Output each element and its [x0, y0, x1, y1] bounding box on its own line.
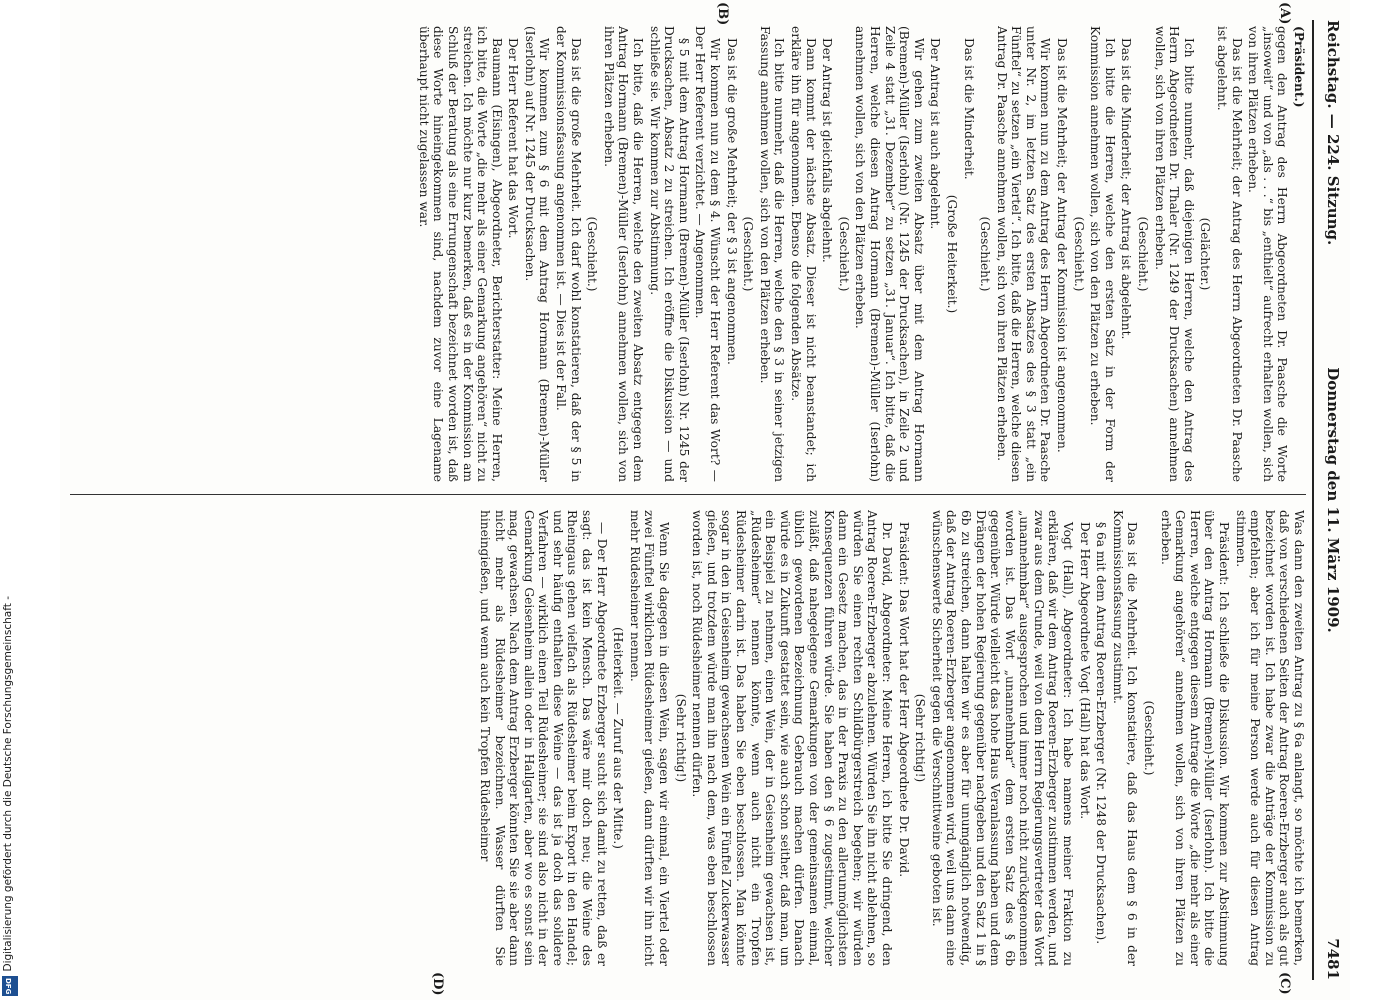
page-number: 7481 [1324, 938, 1342, 980]
margin-mark-b: (B) [715, 2, 730, 26]
paragraph: Ich bitte nunmehr, daß die Herren, welche den § 3 in seiner jetzigen Fassung annehmen wollen, sich von den Plätzen erheben. [757, 26, 787, 482]
paragraph: § 6a mit dem Antrag Roeren-Erzberger (Nr. 1248 der Drucksachen). [1094, 522, 1109, 945]
paragraph: (Geschieht.) [978, 216, 993, 292]
paragraph: (Geschieht.) [836, 216, 851, 292]
paragraph: Ich bitte, daß die Herren, welche den zweiten Absatz entgegen dem Antrag Hormann (Bremen)-Müller (Iserlohn) annehmen wollen, sich von ihren Plätzen erheben. [601, 26, 646, 482]
margin-mark-c: (C) [1277, 972, 1292, 995]
paragraph: Das ist die Minderheit; der Antrag ist abgelehnt. [1119, 38, 1134, 340]
right-column [70, 510, 1306, 966]
paragraph: Präsident: Ich schließe die Diskussion. Wir kommen zur Abstimmung über den Antrag Hormann (Bremen)-Müller (Iserlohn). Ich bitte die Herren, welche entgegen diesem Antrage die Worte „die mehr als einer Gemarkung angehören“ annehmen wollen, sich von ihren Plätzen zu erheben. [1158, 510, 1232, 966]
margin-mark-a: (A) [1277, 2, 1292, 25]
paragraph: Ich bitte nunmehr, daß diejenigen Herren, welche den Antrag des Herrn Abgeordneten Dr. Thaler (Nr. 1249 der Drucksachen) annehmen wollen, sich von ihren Plätzen erheben. [1152, 26, 1196, 482]
paragraph: Wenn Sie dagegen in diesen Wein, sagen wir einmal, ein Viertel oder zwei Fünftel wirklichen Rüdesheimer gießen, dann dürften wir ihn nicht mehr Rüdesheimer nennen. [627, 510, 672, 966]
paragraph: Der Antrag ist auch abgelehnt. [928, 38, 943, 230]
paragraph: Der Herr Abgeordnete Vogt (Hall) hat das Wort. [1077, 522, 1092, 820]
paragraph: Das ist die Mehrheit; der Antrag der Kommission ist angenommen. [1055, 38, 1070, 453]
paragraph: Wir kommen zum § 6 mit dem Antrag Hormann (Bremen)-Müller (Iserlohn) auf Nr. 1245 der Drucksachen. [522, 26, 552, 482]
dfg-logo: DFG [2, 976, 18, 996]
paragraph: Das ist die große Mehrheit; der § 3 ist angenommen. [724, 38, 739, 365]
header-left: Reichstag. — 224. Sitzung. [1324, 20, 1342, 246]
paragraph: (Geschieht.) [1142, 700, 1157, 776]
paragraph: Das ist die Minderheit. [961, 38, 976, 180]
paragraph: Ich bitte die Herren, welche den ersten Satz in der Form der Kommission annehmen wollen, sich von den Plätzen zu erheben. [1088, 26, 1117, 482]
paragraph: Baumann (Eisingen), Abgeordneter, Berichterstatter: Meine Herren, ich bitte, die Worte „die mehr als einer Gemarkung angehören“ nicht zu streichen. Ich möchte nur kurz bemerken, daß es in der Kommission am Schluß der Beratung als eine Errungenschaft bezeichnet worden ist, daß diese Worte hineingekommen sind, nachdem zuvor eine Lagename überhaupt nicht zugelassen war. [416, 26, 504, 482]
footer-text: Digitalisierung gefördert durch die Deutsche Forschungsgemeinschaft - [2, 596, 14, 972]
paragraph: — Der Herr Abgeordnete Erzberger sucht sich damit zu retten, daß er sagt: das ist kein Mensch. Das wäre mir doch neu; die Weine des Rheingaus gehen vielfach als Rüdesheimer beim Export in den Handel; und sehr häufig enthalten diese Weine — das ist ja doch das solidere Verfahren — wirklich einen Teil Rüdesheimer; sie sind also nicht in der Gemarkung Geisenheim allein oder in Hallgarten, aber wo es sonst sein mag, gewachsen. Nach dem Antrag Erzberger könnten Sie sie aber dann nicht mehr als Rüdesheimer bezeichnen. Wasser dürften Sie hineingießen, und wenn auch kein Tropfen Rüdesheimer [477, 510, 609, 966]
paragraph: (Geschieht.) [1136, 216, 1151, 292]
paragraph: Der Antrag ist gleichfalls abgelehnt. [820, 38, 835, 263]
paragraph: Das ist die Mehrheit. Ich konstatiere, daß das Haus dem § 6 in der Kommissionsfassung zustimmt. [1110, 510, 1140, 966]
header-center: Donnerstag den 11. März 1909. [1324, 367, 1342, 633]
left-column [70, 26, 1306, 482]
paragraph: Präsident: Das Wort hat der Herr Abgeordnete Dr. David. [896, 522, 911, 878]
paragraph: § 5 mit dem Antrag Hormann (Bremen)-Müller (Iserlohn) Nr. 1245 der Drucksachen, Absatz 2 zu streichen. Ich eröffne die Diskussion — und schließe sie. Wir kommen zur Abstimmung. [647, 26, 691, 482]
paragraph: Der Herr Referent hat das Wort. [506, 38, 521, 239]
footer [2, 576, 20, 996]
paragraph: Dr. David, Abgeordneter: Meine Herren, ich bitte Sie dringend, den Antrag Roeren-Erzberger abzulehnen. Würden Sie ihn nicht ablehnen, so würden Sie einen rechten Schildbürgerstreich begehen; wir würden dann ein Gesetz machen, das in der Praxis zu den allerunmöglichsten Konsequenzen führen würde. Sie haben den § 6 zugestimmt, welcher zuläßt, daß nahegelegene Gemarkungen von der gemeinsamen einmal, üblich gewordenen Bezeichnung Gebrauch machen dürfen. Danach würde es in Zukunft gestattet sein, wie auch schon seither, daß man, um ein Beispiel zu nehmen, einen Wein, der in Geisenheim gewachsen ist, „Rüdesheimer“ nennen könnte, wenn auch nicht ein Tropfen Rüdesheimer darin ist. Das haben Sie eben beschlossen. Man könnte sogar in den in Geisenheim gewachsenen Wein ein Fünftel Zuckerwasser gießen, und trotzdem würde man ihn nach dem, was eben beschlossen worden ist, noch Rüdesheimer nennen dürfen. [690, 510, 894, 966]
paragraph: (Gelächter.) [1198, 217, 1213, 291]
column-rule [70, 494, 1306, 495]
paragraph: Was dann den zweiten Antrag zu § 6a anlangt, so möchte ich bemerken, daß von verschiedenen Seiten der Antrag Roeren-Erzberger auch als gut bezeichnet worden ist. Ich habe zwar die Anträge der Kommission zu empfehlen; aber ich für meine Person werde auch für diesen Antrag stimmen. [1233, 510, 1306, 966]
paragraph: (Geschieht.) [1071, 216, 1086, 292]
paragraph: Das ist die große Mehrheit. Ich darf wohl konstatieren, daß der § 5 in der Kommissionsfassung angenommen ist. — Dies ist der Fall. [554, 26, 583, 482]
paragraph: Wir gehen zum zweiten Absatz über mit dem Antrag Hormann (Bremen)-Müller (Iserlohn) (Nr. 1245 der Drucksachen), in Zeile 2 und Zeile 4 statt „31. Dezember“ zu setzen „31. Januar“. Ich bitte, daß die Herren, welche diesen Antrag Hormann (Bremen)-Müller (Iserlohn) annehmen wollen, sich von den Plätzen erheben. [853, 26, 926, 482]
paragraph: Das ist die Mehrheit; der Antrag des Herrn Abgeordneten Dr. Paasche ist abgelehnt. [1215, 26, 1244, 482]
paragraph: (Geschieht.) [741, 216, 756, 292]
paragraph: Vogt (Hall), Abgeordneter: Ich habe namens meiner Fraktion zu erklären, daß wir dem Antrag Roeren-Erzberger zustimmen werden, und zwar aus dem Grunde, weil von dem Herrn Regierungsvertreter das Wort „unannehmbar“ ausgesprochen und immer noch nicht zurückgenommen worden ist. Das Wort „unannehmbar“ dem ersten Satz des § 6b gegenüber. Würde vielleicht das hohe Haus Veranlassung haben und dem Drängen der hohen Regierung gegenüber nachgeben und den Satz 1 in § 6b zu streichen, dann halten wir es aber für unumgänglich notwendig, daß der Antrag Roeren-Erzberger angenommen wird, weil uns dann eine wünschenswerte Sicherheit gegen die Verschnittweine geboten ist. [929, 510, 1076, 966]
paragraph: (Große Heiterkeit.) [944, 194, 959, 314]
paragraph: (Präsident.) [1292, 26, 1306, 108]
scanned-page [60, 0, 1350, 1000]
paragraph: Wir kommen nun zu dem Antrag des Herrn Abgeordneten Dr. Paasche unter Nr. 2, im letzten Satz des ersten Absatzes des § 3 statt „ein Fünftel“ zu setzen „ein Viertel“. Ich bitte, daß die Herren, welche diesen Antrag Dr. Paasche annehmen wollen, sich von ihren Plätzen erheben. [994, 26, 1053, 482]
paragraph: (Geschieht.) [585, 216, 600, 292]
margin-mark-d: (D) [430, 972, 445, 996]
header-rule [1312, 20, 1314, 980]
paragraph: (Sehr richtig!) [673, 693, 688, 783]
paragraph: Dann kommt der nächste Absatz. Dieser ist nicht beanstandet; ich erkläre ihn für angenommen. Ebenso die folgenden Absätze. [789, 26, 818, 482]
paragraph: (Heiterkeit. — Zuruf aus der Mitte.) [611, 627, 626, 849]
page-header [1318, 20, 1342, 980]
paragraph: (Sehr richtig!) [913, 693, 928, 783]
paragraph: gegen den Antrag des Herrn Abgeordneten Dr. Paasche die Worte „insoweit“ und von „als . . .“ bis „enthielt“ aufrecht erhalten wollen, sich von ihren Plätzen erheben. [1246, 26, 1290, 482]
paragraph: Wir kommen nun zu dem § 4. Wünscht der Herr Referent das Wort? — Der Herr Referent verzichtet. — Angenommen. [693, 26, 723, 482]
